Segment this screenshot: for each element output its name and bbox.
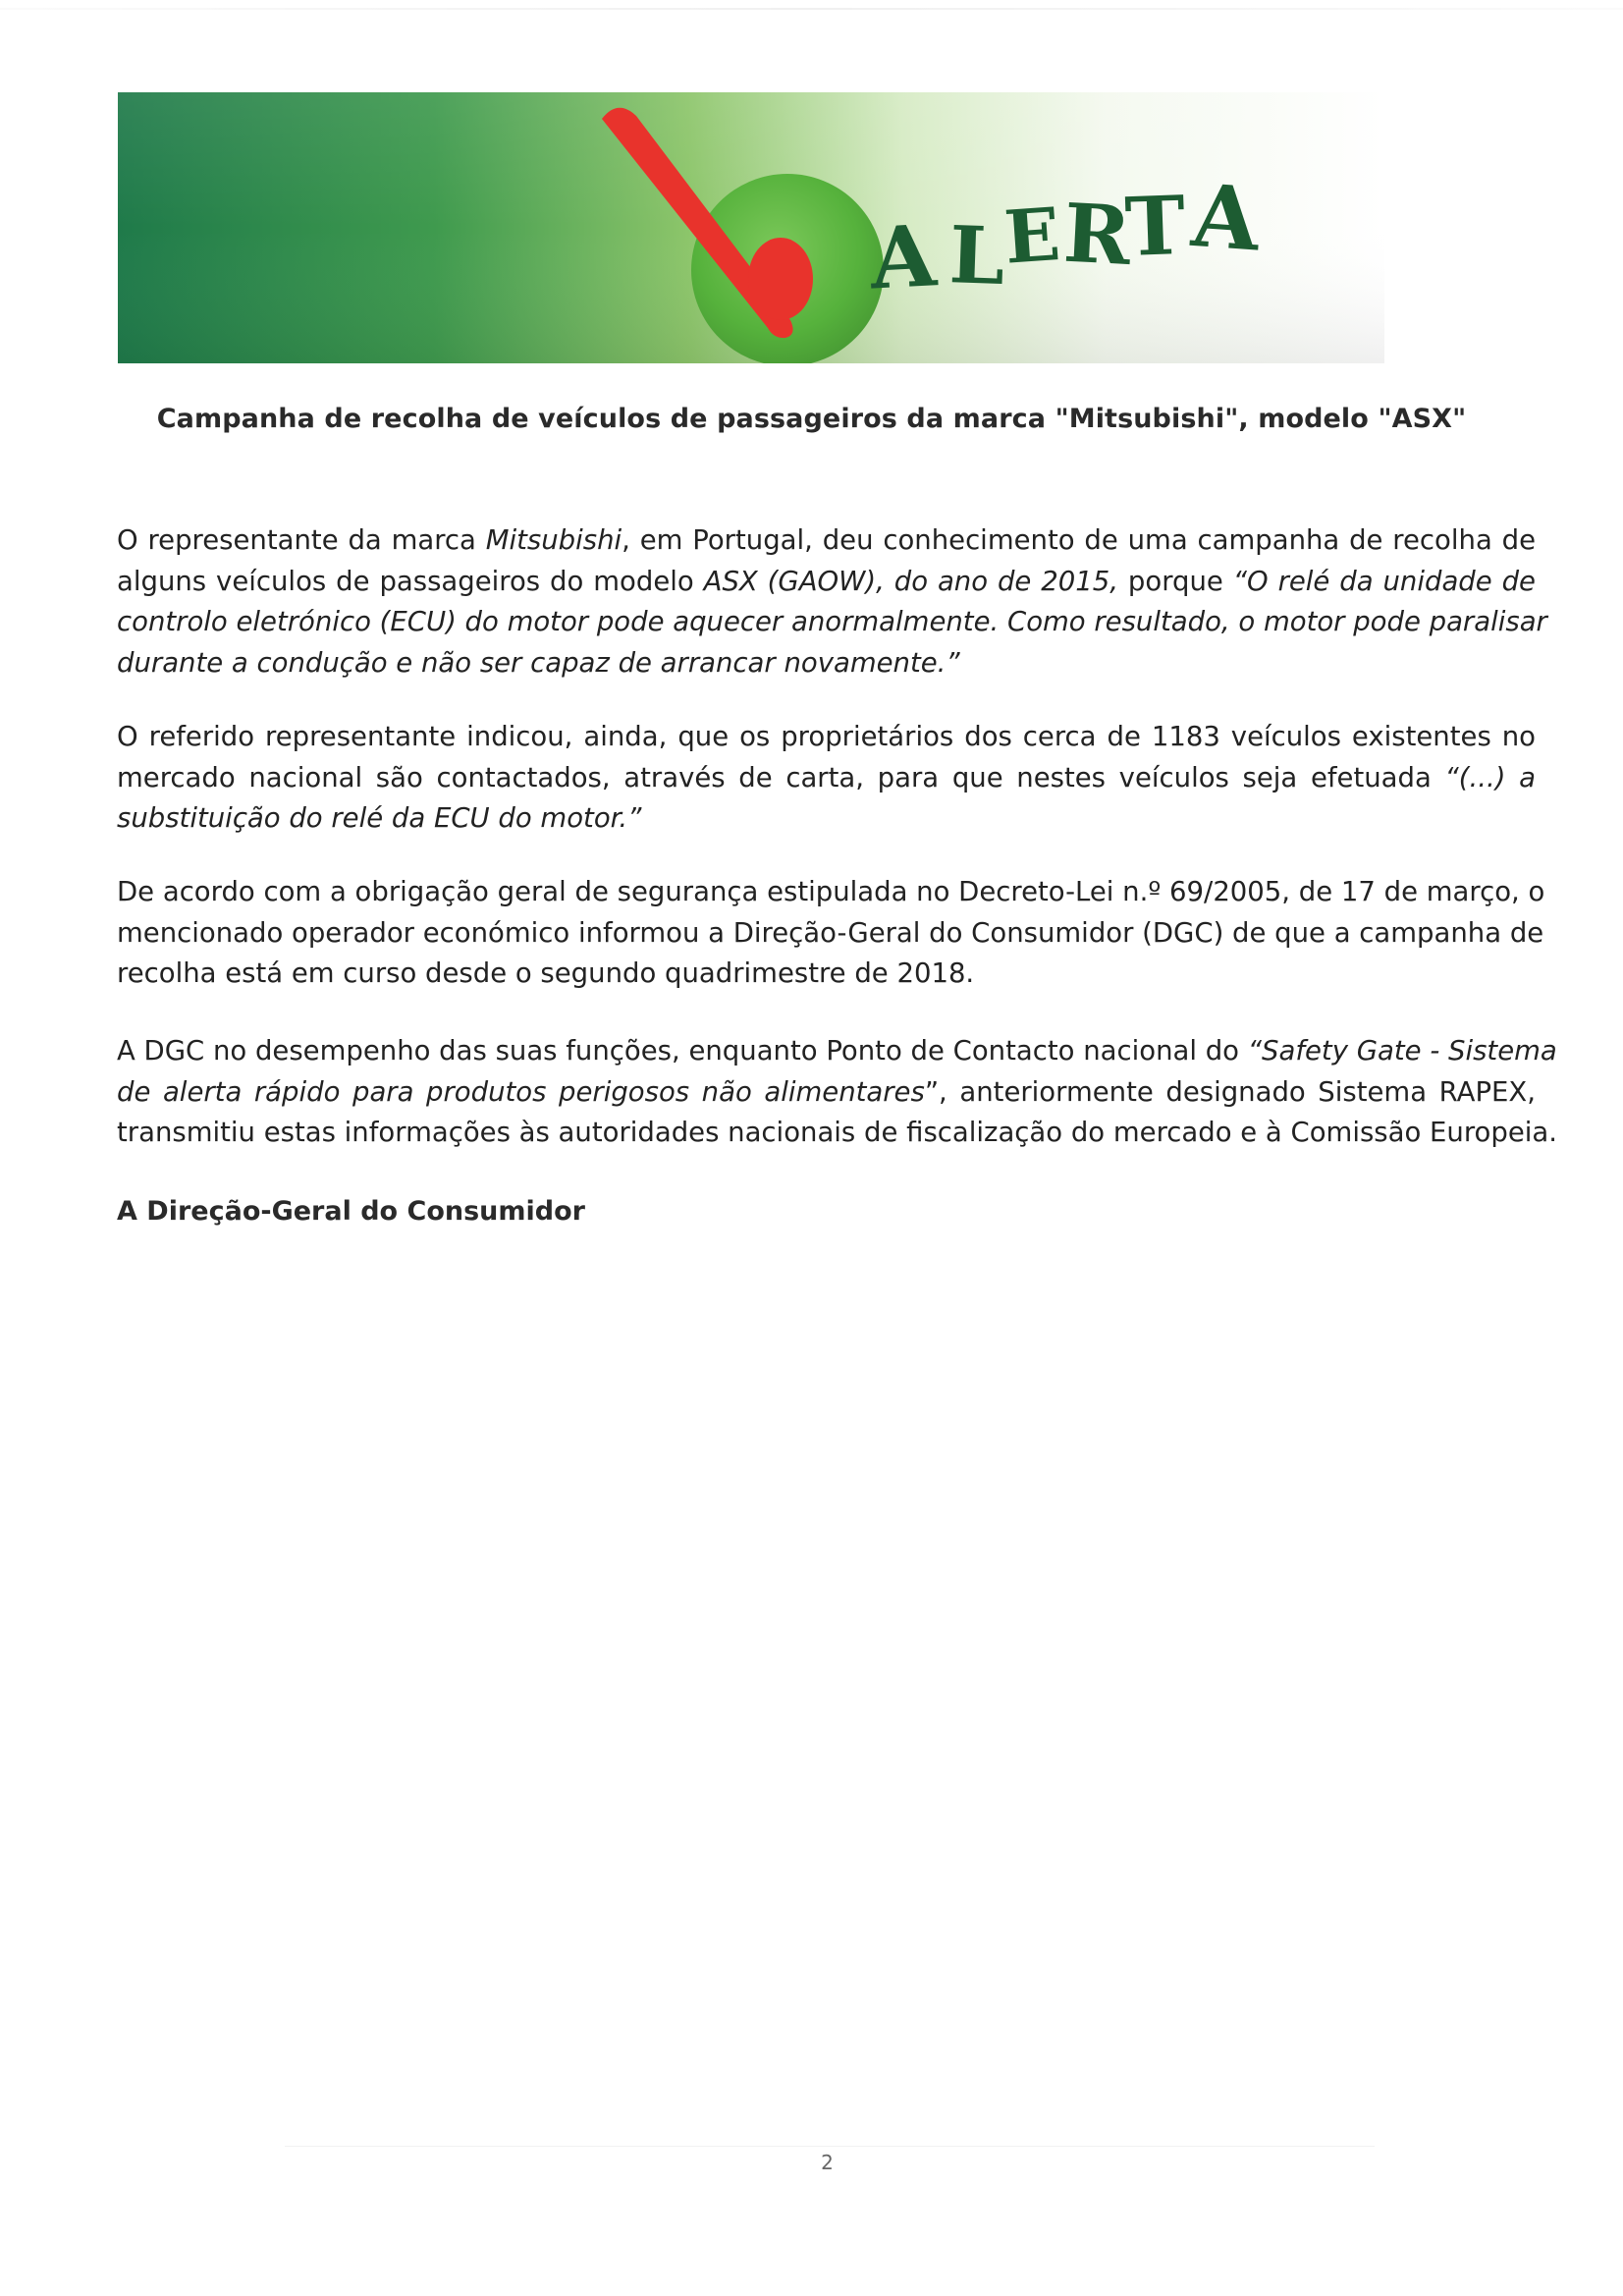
paragraph-2 <box>117 717 1536 840</box>
signature: A Direção-Geral do Consumidor <box>117 1196 585 1227</box>
text-run: O representante da marca <box>117 524 486 556</box>
text-run: transmitiu estas informações às autoridades nacionais de fiscalização do mercado e à Comissão Europeia. <box>117 1117 1557 1148</box>
paragraph-line <box>117 717 1536 758</box>
text-run: recolha está em curso desde o segundo quadrimestre de 2018. <box>117 957 975 989</box>
italic-text-run: controlo eletrónico (ECU) do motor pode aquecer anormalmente. Como resultado, o motor pode paralisar <box>117 606 1547 637</box>
paragraph-line <box>117 520 1536 562</box>
svg-text:L: L <box>947 208 1006 303</box>
italic-text-run: “Safety Gate - Sistema <box>1247 1035 1557 1066</box>
text-run: ”, anteriormente designado Sistema RAPEX, <box>924 1075 1536 1108</box>
paragraph-line <box>117 1113 1557 1154</box>
italic-text-run: de alerta rápido para produtos perigosos não alimentares <box>117 1075 925 1108</box>
paragraph-line <box>117 643 1536 684</box>
italic-text-run: substituição do relé da ECU do motor.” <box>117 802 642 834</box>
footer-divider <box>285 2146 1375 2147</box>
paragraph-line <box>117 1072 1536 1114</box>
page-number: 2 <box>821 2151 834 2174</box>
paragraph-line <box>117 954 1536 995</box>
italic-text-run: Mitsubishi <box>485 524 622 556</box>
text-run: mencionado operador económico informou a Direção-Geral do Consumidor (DGC) de que a campanha de <box>117 916 1544 949</box>
italic-text-run: ASX (GAOW), do ano de 2015, <box>703 565 1118 597</box>
svg-text:R: R <box>1060 186 1134 285</box>
text-run: porque <box>1118 565 1233 597</box>
text-run: , em Portugal, deu conhecimento de uma campanha de recolha de <box>622 524 1536 556</box>
italic-text-run: “O relé da unidade de <box>1232 565 1536 597</box>
paragraph-line <box>117 1031 1557 1072</box>
italic-text-run: “(...) a <box>1444 761 1536 793</box>
paragraph-1 <box>117 520 1547 683</box>
alerta-logo-graphic <box>118 92 1384 363</box>
svg-text:A: A <box>1188 163 1263 271</box>
text-run: alguns veículos de passageiros do modelo <box>117 565 704 597</box>
paragraph-line <box>117 913 1544 955</box>
text-run: mercado nacional são contactados, através de carta, para que nestes veículos seja efetuada <box>117 761 1445 793</box>
paragraph-line <box>117 798 1536 840</box>
paragraph-line <box>117 758 1536 799</box>
svg-text:A: A <box>867 206 939 309</box>
document-title: Campanha de recolha de veículos de passageiros da marca "Mitsubishi", modelo "ASX" <box>156 404 1467 434</box>
svg-text:T: T <box>1123 178 1187 275</box>
paragraph-4 <box>117 1031 1557 1154</box>
alerta-banner <box>118 92 1384 363</box>
paragraph-3 <box>117 872 1545 995</box>
exclamation-dot-icon <box>748 238 813 320</box>
text-run: De acordo com a obrigação geral de segurança estipulada no Decreto-Lei n.º 69/2005, de 17 de março, o <box>117 876 1545 907</box>
page-edge <box>0 8 1623 10</box>
svg-text:E: E <box>1001 191 1063 281</box>
paragraph-line <box>117 602 1547 643</box>
text-run: O referido representante indicou, ainda, que os proprietários dos cerca de 1183 veículos existentes no <box>117 721 1536 752</box>
text-run: A DGC no desempenho das suas funções, enquanto Ponto de Contacto nacional do <box>117 1035 1248 1066</box>
paragraph-line <box>117 562 1536 603</box>
italic-text-run: durante a condução e não ser capaz de arrancar novamente.” <box>117 646 960 679</box>
paragraph-line <box>117 872 1545 913</box>
